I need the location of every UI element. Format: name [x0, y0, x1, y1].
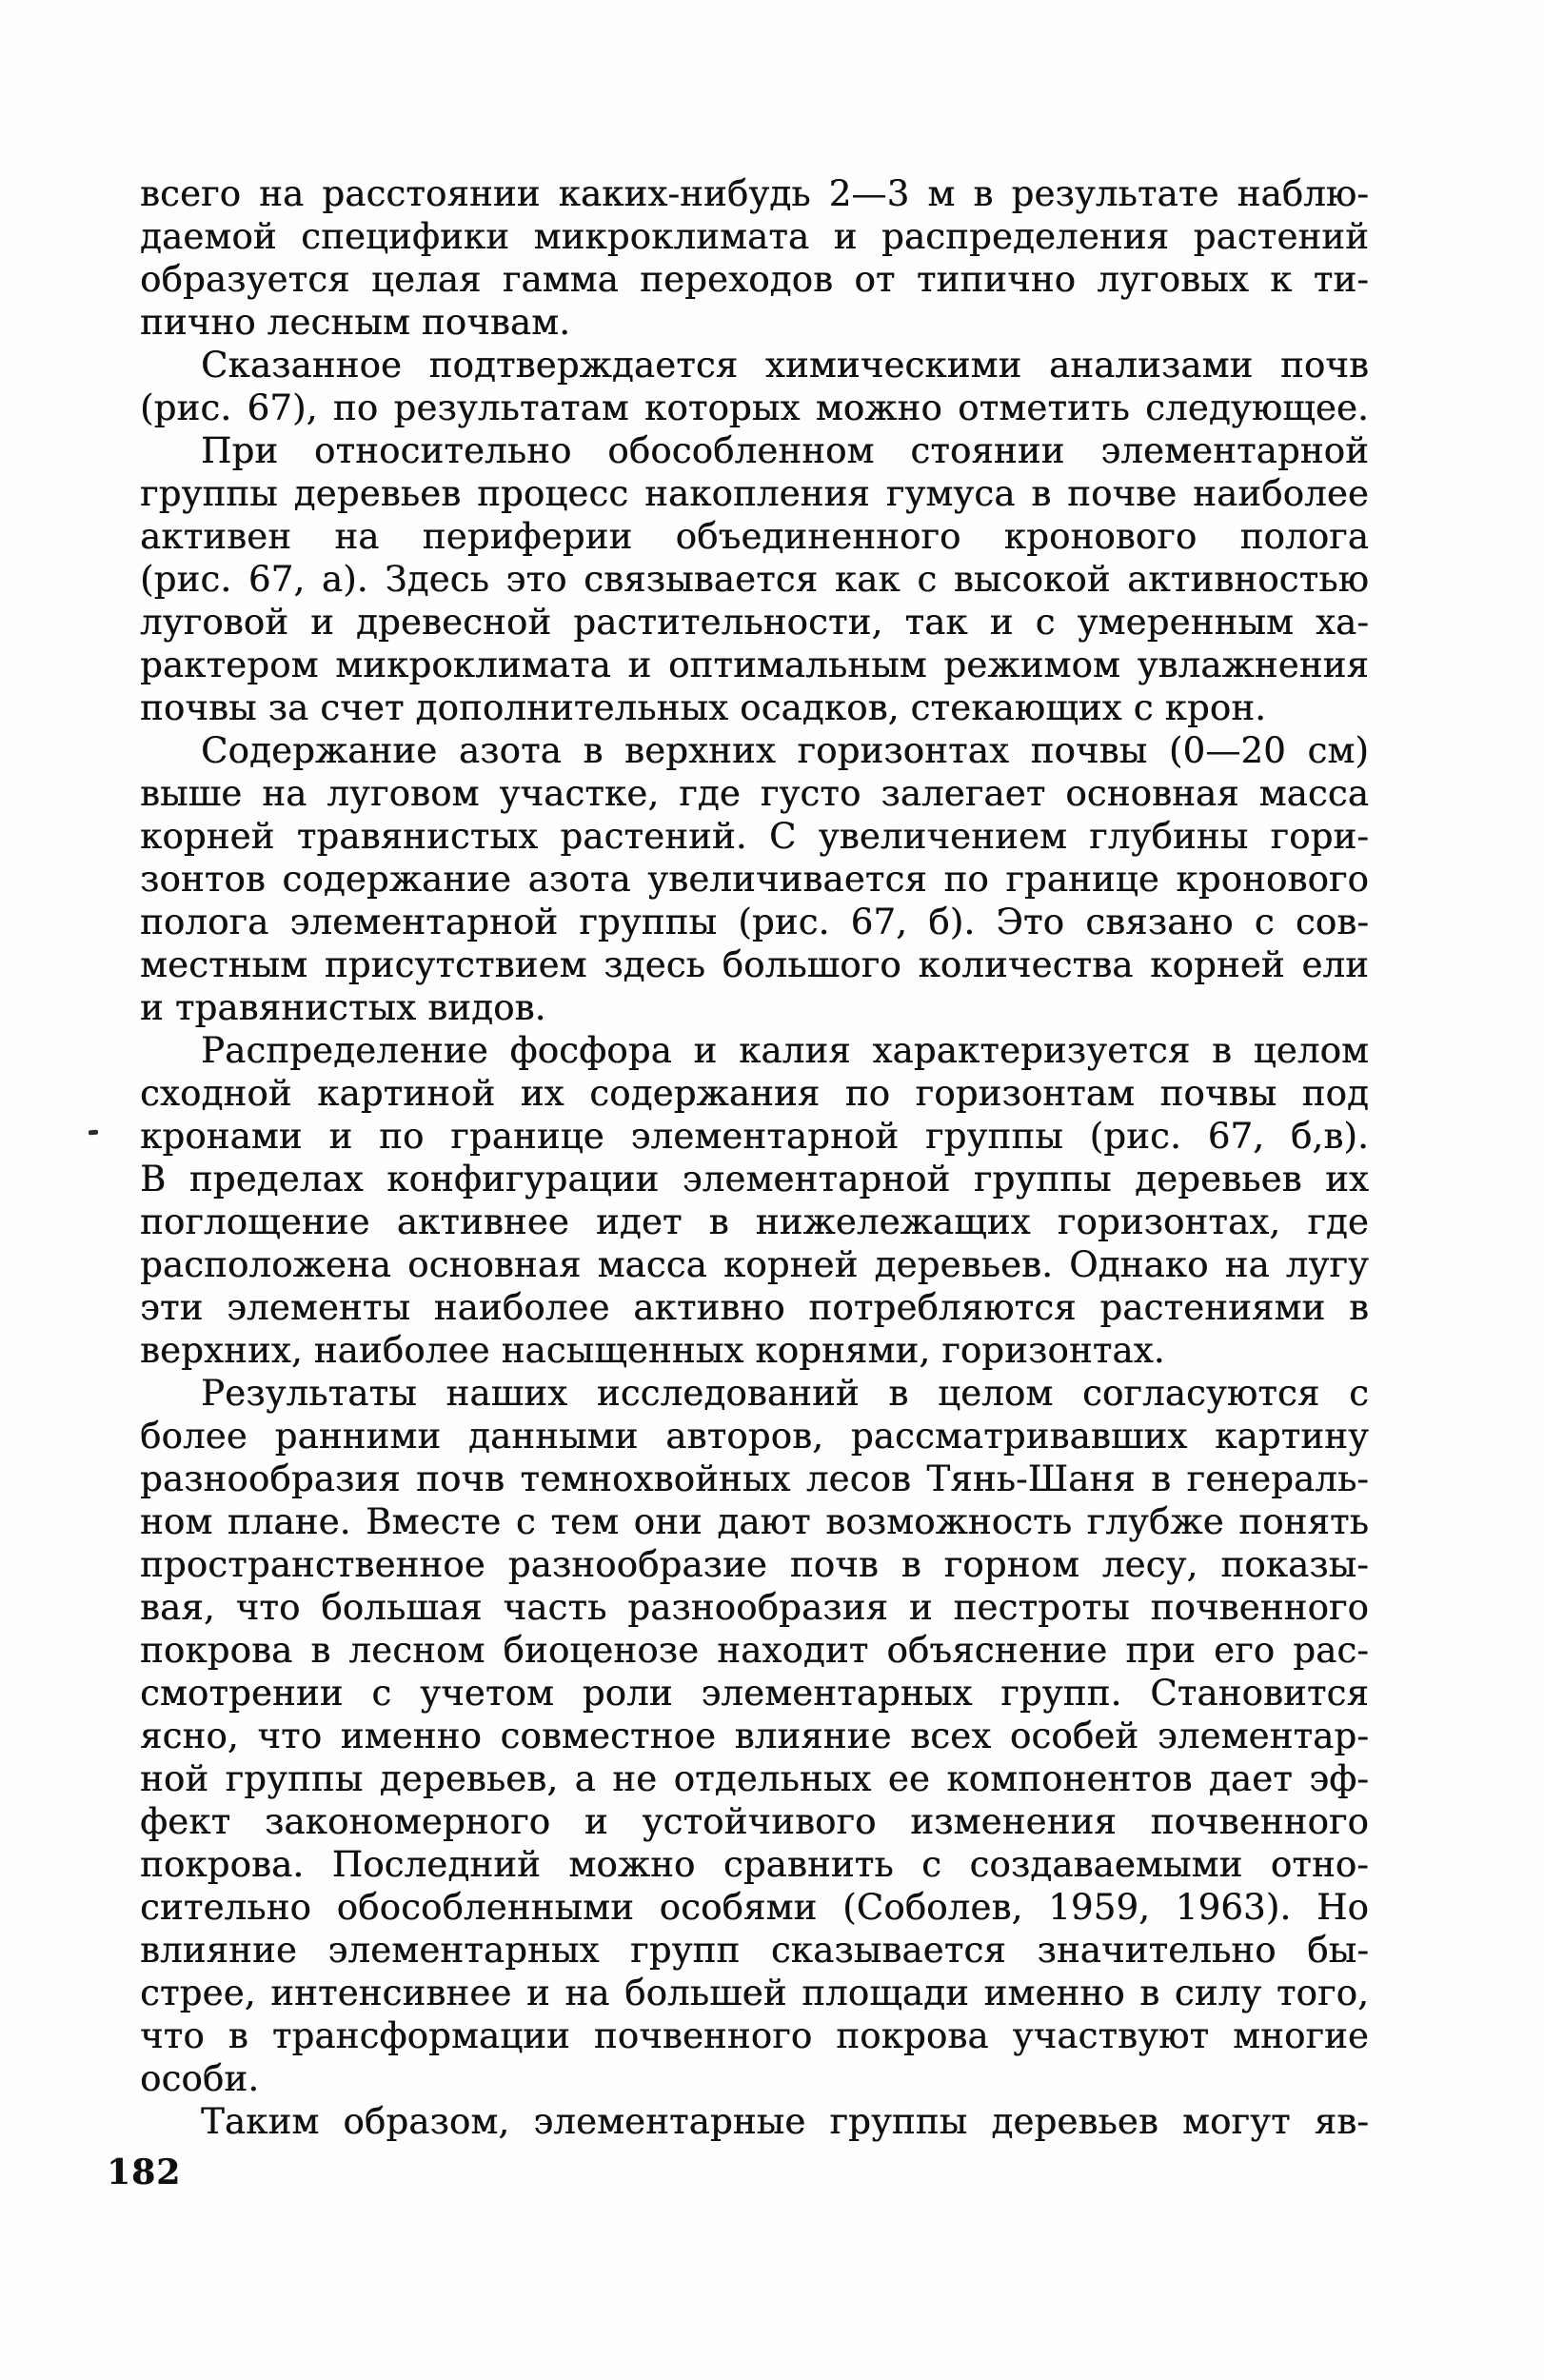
- text-line: стрее, интенсивнее и на большей площади именно в силу того,: [140, 1973, 1369, 2013]
- page-number: 182: [107, 2152, 182, 2192]
- text-line: поглощение активнее идет в нижележащих горизонтах, где: [140, 1201, 1369, 1242]
- text-line: (рис. 67), по результатам которых можно отметить следующее.: [140, 387, 1369, 428]
- text-line: (рис. 67, а). Здесь это связывается как с высокой активностью: [140, 559, 1369, 600]
- text-line: кронами и по границе элементарной группы (рис. 67, б,в).: [140, 1116, 1369, 1157]
- text-line: пространственное разнообразие почв в горном лесу, показы-: [140, 1544, 1369, 1585]
- text-line: образуется целая гамма переходов от типично луговых к ти-: [140, 259, 1369, 300]
- text-line: вая, что большая часть разнообразия и пестроты почвенного: [140, 1587, 1369, 1628]
- text-line: фект закономерного и устойчивого изменения почвенного: [140, 1801, 1369, 1842]
- text-line: покрова. Последний можно сравнить с создаваемыми отно-: [140, 1844, 1369, 1885]
- text-line: активен на периферии объединенного кронового полога: [140, 516, 1369, 557]
- text-line: влияние элементарных групп сказывается значительно бы-: [140, 1930, 1369, 1971]
- text-line: При относительно обособленном стоянии элементарной: [201, 430, 1369, 471]
- text-line: луговой и древесной растительности, так и с умеренным ха-: [140, 602, 1369, 643]
- scan-artifact-mark: [89, 1130, 98, 1136]
- text-line: почвы за счет дополнительных осадков, стекающих с крон.: [140, 687, 1267, 728]
- text-line: Содержание азота в верхних горизонтах почвы (0—20 см): [201, 730, 1369, 771]
- text-line: группы деревьев процесс накопления гумуса в почве наиболее: [140, 473, 1369, 514]
- text-line: особи.: [140, 2058, 260, 2099]
- text-line: более ранними данными авторов, рассматривавших картину: [140, 1416, 1369, 1457]
- text-line: В пределах конфигурации элементарной группы деревьев их: [140, 1159, 1369, 1200]
- text-line: ном плане. Вместе с тем они дают возможность глубже понять: [140, 1501, 1369, 1542]
- text-line: Таким образом, элементарные группы деревьев могут яв-: [201, 2101, 1369, 2142]
- text-line: что в трансформации почвенного покрова участвуют многие: [140, 2015, 1369, 2056]
- text-line: зонтов содержание азота увеличивается по границе кронового: [140, 859, 1369, 900]
- text-line: пично лесным почвам.: [140, 302, 571, 343]
- text-line: всего на расстоянии каких-нибудь 2—3 м в результате наблю-: [140, 173, 1369, 214]
- text-line: сходной картиной их содержания по горизонтам почвы под: [140, 1073, 1369, 1114]
- text-line: покрова в лесном биоценозе находит объяснение при его рас-: [140, 1630, 1369, 1671]
- text-line: выше на луговом участке, где густо залегает основная масса: [140, 773, 1369, 814]
- text-line: рактером микроклимата и оптимальным режимом увлажнения: [140, 645, 1369, 685]
- text-line: местным присутствием здесь большого количества корней ели: [140, 944, 1369, 985]
- text-line: корней травянистых растений. С увеличением глубины гори-: [140, 816, 1369, 857]
- text-line: сительно обособленными особями (Соболев, 1959, 1963). Но: [140, 1887, 1369, 1928]
- text-line: Результаты наших исследований в целом согласуются с: [201, 1373, 1369, 1414]
- text-line: Распределение фосфора и калия характеризуется в целом: [201, 1030, 1369, 1071]
- text-line: полога элементарной группы (рис. 67, б). Это связано с сов-: [140, 902, 1369, 942]
- text-line: Сказанное подтверждается химическими анализами почв: [201, 345, 1369, 386]
- text-line: ной группы деревьев, а не отдельных ее компонентов дает эф-: [140, 1758, 1369, 1799]
- text-line: верхних, наиболее насыщенных корнями, горизонтах.: [140, 1330, 1165, 1371]
- text-line: даемой специфики микроклимата и распределения растений: [140, 216, 1369, 257]
- body-text-block: [140, 172, 1369, 2143]
- text-line: разнообразия почв темнохвойных лесов Тянь-Шаня в генераль-: [140, 1458, 1369, 1499]
- text-line: ясно, что именно совместное влияние всех особей элементар-: [140, 1716, 1369, 1756]
- text-line: расположена основная масса корней деревьев. Однако на лугу: [140, 1244, 1369, 1285]
- text-line: и травянистых видов.: [140, 987, 546, 1028]
- text-line: смотрении с учетом роли элементарных групп. Становится: [140, 1673, 1369, 1714]
- text-line: эти элементы наиболее активно потребляются растениями в: [140, 1287, 1369, 1328]
